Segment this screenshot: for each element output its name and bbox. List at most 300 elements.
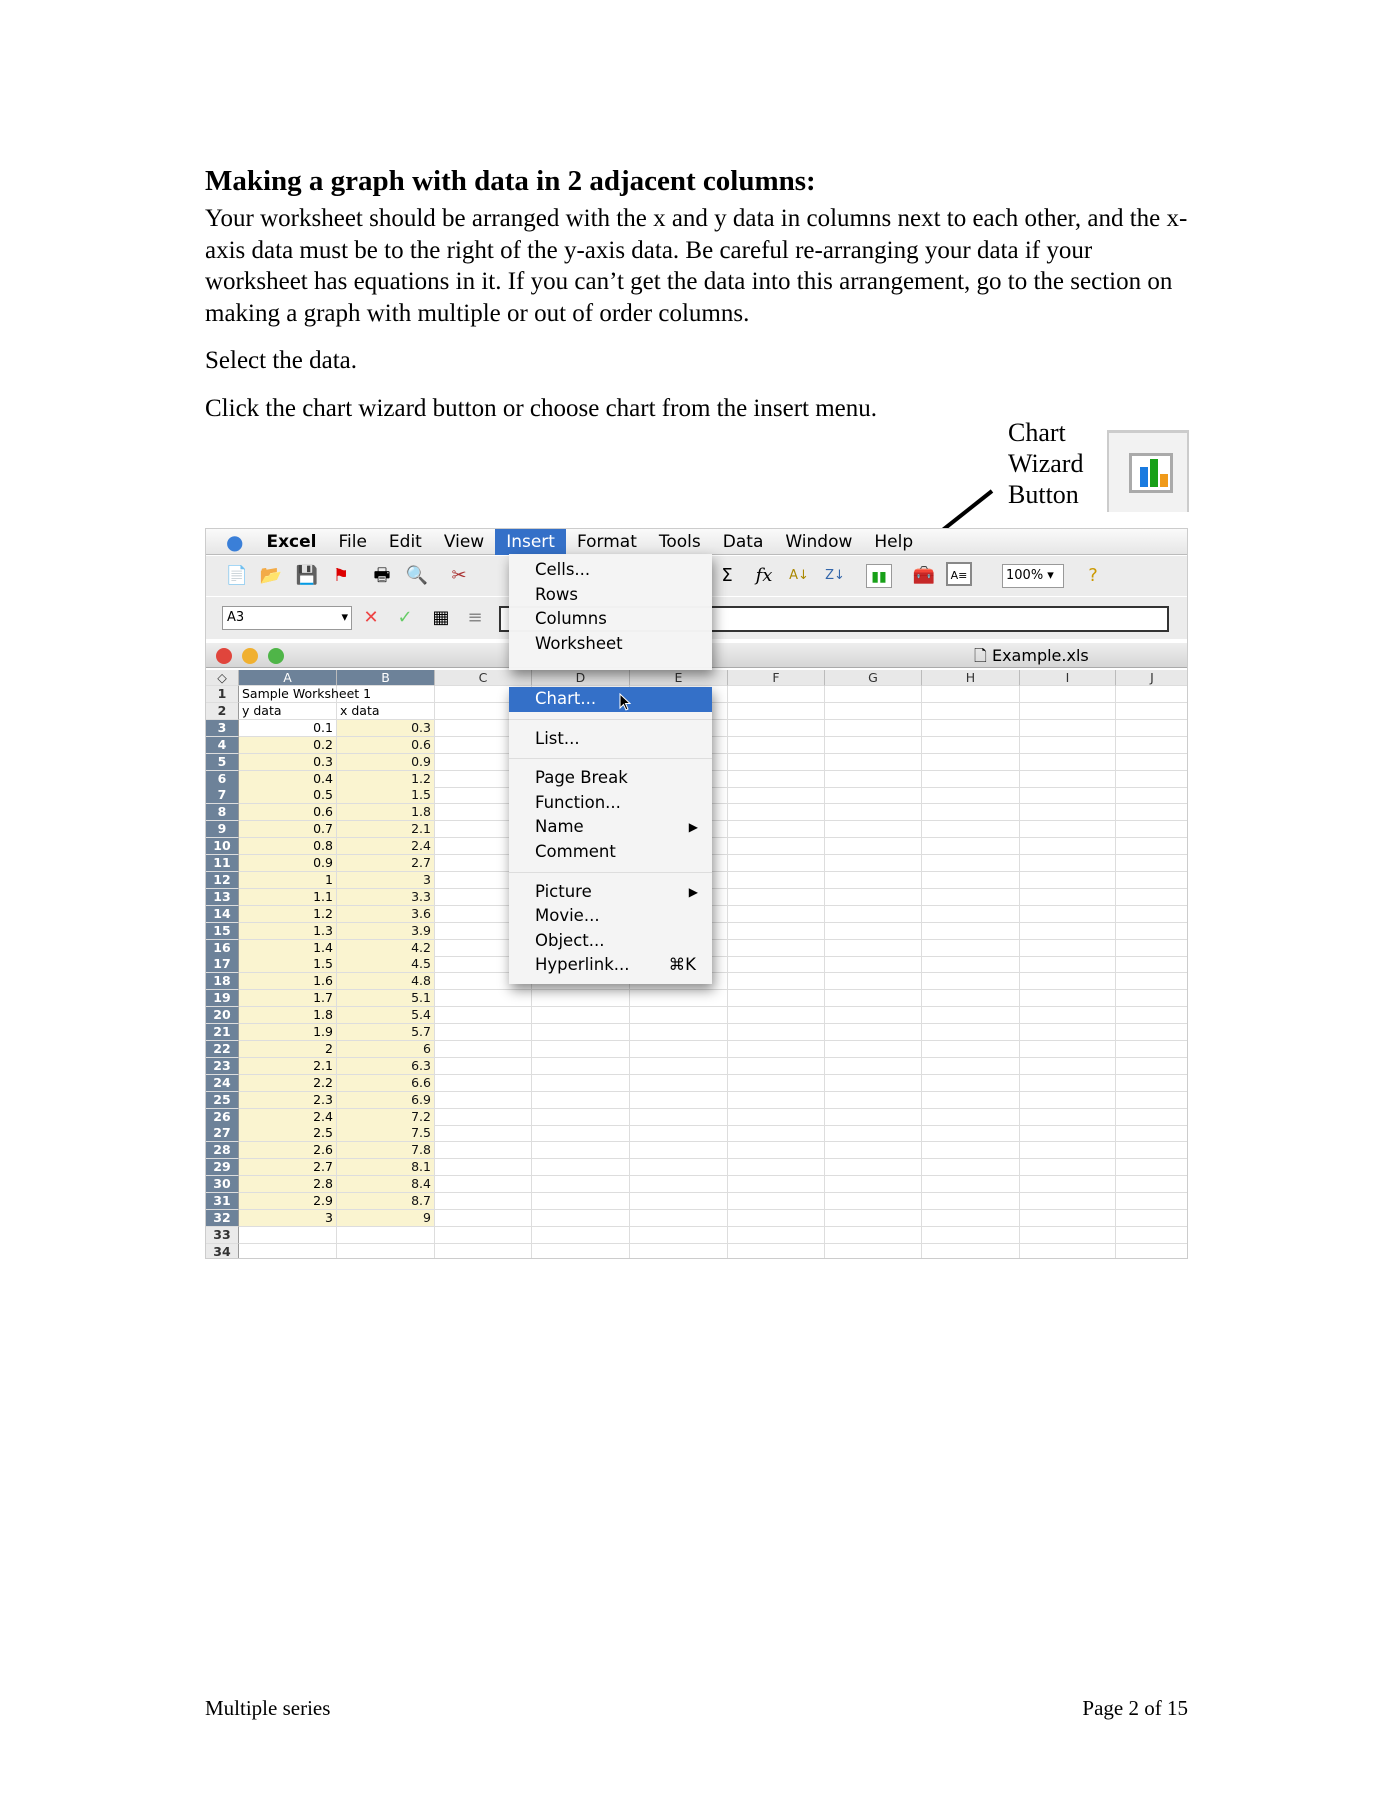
cell-b28[interactable]: 7.8 [337, 1142, 435, 1159]
cell-b32[interactable]: 9 [337, 1210, 435, 1227]
row-header[interactable]: 16 [206, 940, 239, 957]
row-header[interactable]: 7 [206, 787, 239, 804]
cell-c34[interactable] [435, 1244, 532, 1259]
cell-f29[interactable] [728, 1159, 825, 1176]
cell-g31[interactable] [825, 1193, 922, 1210]
cell-c27[interactable] [435, 1125, 532, 1142]
menu-item-movie[interactable] [509, 904, 712, 929]
cell-b16[interactable]: 4.2 [337, 940, 435, 957]
row-header[interactable]: 2 [206, 703, 239, 720]
row-header[interactable]: 33 [206, 1227, 239, 1244]
cell-i14[interactable] [1020, 906, 1116, 923]
menu-item-chart[interactable] [509, 687, 712, 712]
cell-e19[interactable] [630, 990, 728, 1007]
cell-e33[interactable] [630, 1227, 728, 1244]
cell-i16[interactable] [1020, 940, 1116, 957]
cell-f4[interactable] [728, 737, 825, 754]
cell-j3[interactable] [1116, 720, 1188, 737]
cell-a4[interactable]: 0.2 [239, 737, 337, 754]
cell-e28[interactable] [630, 1142, 728, 1159]
cell-a29[interactable]: 2.7 [239, 1159, 337, 1176]
chart-wizard-icon[interactable]: ▮▮ [866, 564, 892, 588]
cell-e22[interactable] [630, 1041, 728, 1058]
menu-window[interactable]: Window [785, 531, 853, 552]
row-header[interactable]: 1 [206, 686, 239, 703]
cell-g23[interactable] [825, 1058, 922, 1075]
cell-j9[interactable] [1116, 821, 1188, 838]
cell-c32[interactable] [435, 1210, 532, 1227]
cell-i8[interactable] [1020, 804, 1116, 821]
cell-b24[interactable]: 6.6 [337, 1075, 435, 1092]
cell-e34[interactable] [630, 1244, 728, 1259]
cell-a17[interactable]: 1.5 [239, 956, 337, 973]
cell-i17[interactable] [1020, 956, 1116, 973]
column-header-j[interactable]: J [1116, 670, 1188, 686]
cell-f2[interactable] [728, 703, 825, 720]
cell-h3[interactable] [922, 720, 1020, 737]
cell-a30[interactable]: 2.8 [239, 1176, 337, 1193]
row-header[interactable]: 20 [206, 1007, 239, 1024]
cell-j17[interactable] [1116, 956, 1188, 973]
cell-d28[interactable] [532, 1142, 630, 1159]
cell-e21[interactable] [630, 1024, 728, 1041]
cell-a18[interactable]: 1.6 [239, 973, 337, 990]
cell-b11[interactable]: 2.7 [337, 855, 435, 872]
cell-j19[interactable] [1116, 990, 1188, 1007]
cell-i20[interactable] [1020, 1007, 1116, 1024]
cell-b33[interactable] [337, 1227, 435, 1244]
cell-h19[interactable] [922, 990, 1020, 1007]
cell-a20[interactable]: 1.8 [239, 1007, 337, 1024]
zoom-select[interactable]: 100% ▾ [1002, 564, 1064, 588]
menu-item-columns[interactable] [509, 607, 712, 632]
cell-f27[interactable] [728, 1125, 825, 1142]
cell-g20[interactable] [825, 1007, 922, 1024]
cell-a22[interactable]: 2 [239, 1041, 337, 1058]
cell-g29[interactable] [825, 1159, 922, 1176]
cell-i1[interactable] [1020, 686, 1116, 703]
cell-i2[interactable] [1020, 703, 1116, 720]
row-header[interactable]: 8 [206, 804, 239, 821]
cell-b18[interactable]: 4.8 [337, 973, 435, 990]
cell-g19[interactable] [825, 990, 922, 1007]
column-header-c[interactable]: C [435, 670, 532, 686]
cell-a8[interactable]: 0.6 [239, 804, 337, 821]
cell-e32[interactable] [630, 1210, 728, 1227]
cell-i22[interactable] [1020, 1041, 1116, 1058]
cell-h34[interactable] [922, 1244, 1020, 1259]
cell-i4[interactable] [1020, 737, 1116, 754]
cell-g30[interactable] [825, 1176, 922, 1193]
cell-a24[interactable]: 2.2 [239, 1075, 337, 1092]
cell-b15[interactable]: 3.9 [337, 923, 435, 940]
row-header[interactable]: 21 [206, 1024, 239, 1041]
cell-e26[interactable] [630, 1109, 728, 1126]
cell-b14[interactable]: 3.6 [337, 906, 435, 923]
cell-h25[interactable] [922, 1092, 1020, 1109]
cell-a16[interactable]: 1.4 [239, 940, 337, 957]
row-header[interactable]: 32 [206, 1210, 239, 1227]
cell-f13[interactable] [728, 889, 825, 906]
cell-h28[interactable] [922, 1142, 1020, 1159]
cell-j5[interactable] [1116, 754, 1188, 771]
cell-g9[interactable] [825, 821, 922, 838]
zoom-icon[interactable] [268, 648, 284, 664]
print-icon[interactable]: 🖶 [373, 565, 391, 586]
cell-h2[interactable] [922, 703, 1020, 720]
name-box[interactable]: A3 ▾ [222, 606, 352, 630]
cell-f31[interactable] [728, 1193, 825, 1210]
row-header[interactable]: 29 [206, 1159, 239, 1176]
cell-f26[interactable] [728, 1109, 825, 1126]
cell-e27[interactable] [630, 1125, 728, 1142]
cell-i33[interactable] [1020, 1227, 1116, 1244]
cell-i13[interactable] [1020, 889, 1116, 906]
cell-i23[interactable] [1020, 1058, 1116, 1075]
cell-g12[interactable] [825, 872, 922, 889]
menu-item-worksheet[interactable] [509, 632, 712, 657]
cell-a15[interactable]: 1.3 [239, 923, 337, 940]
row-header[interactable]: 25 [206, 1092, 239, 1109]
autosum-icon[interactable]: Σ [721, 565, 733, 586]
cell-d31[interactable] [532, 1193, 630, 1210]
cell-h32[interactable] [922, 1210, 1020, 1227]
cell-h13[interactable] [922, 889, 1020, 906]
cell-i28[interactable] [1020, 1142, 1116, 1159]
menu-format[interactable]: Format [576, 531, 637, 552]
cell-b19[interactable]: 5.1 [337, 990, 435, 1007]
cell-j23[interactable] [1116, 1058, 1188, 1075]
cell-f10[interactable] [728, 838, 825, 855]
row-header[interactable]: 34 [206, 1244, 239, 1259]
cell-d32[interactable] [532, 1210, 630, 1227]
cell-e25[interactable] [630, 1092, 728, 1109]
menu-item-object[interactable] [509, 929, 712, 954]
menu-item-picture[interactable] [509, 880, 712, 905]
row-header[interactable]: 23 [206, 1058, 239, 1075]
menu-item-hyperlink[interactable] [509, 953, 712, 978]
cell-f28[interactable] [728, 1142, 825, 1159]
cell-c24[interactable] [435, 1075, 532, 1092]
cell-a9[interactable]: 0.7 [239, 821, 337, 838]
cell-h7[interactable] [922, 787, 1020, 804]
cell-b34[interactable] [337, 1244, 435, 1259]
cell-f8[interactable] [728, 804, 825, 821]
cell-e30[interactable] [630, 1176, 728, 1193]
cell-h33[interactable] [922, 1227, 1020, 1244]
cell-d20[interactable] [532, 1007, 630, 1024]
cell-j34[interactable] [1116, 1244, 1188, 1259]
cell-a31[interactable]: 2.9 [239, 1193, 337, 1210]
cell-c19[interactable] [435, 990, 532, 1007]
cell-d33[interactable] [532, 1227, 630, 1244]
cell-b30[interactable]: 8.4 [337, 1176, 435, 1193]
cell-d23[interactable] [532, 1058, 630, 1075]
cell-i11[interactable] [1020, 855, 1116, 872]
cell-j11[interactable] [1116, 855, 1188, 872]
cell-j32[interactable] [1116, 1210, 1188, 1227]
cell-g33[interactable] [825, 1227, 922, 1244]
apple-icon[interactable]: ● [226, 529, 244, 554]
cell-b17[interactable]: 4.5 [337, 956, 435, 973]
cell-f23[interactable] [728, 1058, 825, 1075]
cell-f9[interactable] [728, 821, 825, 838]
cell-a28[interactable]: 2.6 [239, 1142, 337, 1159]
menu-excel[interactable]: Excel [266, 531, 317, 552]
cell-d25[interactable] [532, 1092, 630, 1109]
cell-b12[interactable]: 3 [337, 872, 435, 889]
cell-f3[interactable] [728, 720, 825, 737]
cell-g32[interactable] [825, 1210, 922, 1227]
cell-g11[interactable] [825, 855, 922, 872]
row-header[interactable]: 4 [206, 737, 239, 754]
cell-f5[interactable] [728, 754, 825, 771]
column-header-f[interactable]: F [728, 670, 825, 686]
cell-f34[interactable] [728, 1244, 825, 1259]
cell-g2[interactable] [825, 703, 922, 720]
cell-a33[interactable] [239, 1227, 337, 1244]
cell-h30[interactable] [922, 1176, 1020, 1193]
cell-c20[interactable] [435, 1007, 532, 1024]
cell-a19[interactable]: 1.7 [239, 990, 337, 1007]
row-header[interactable]: 19 [206, 990, 239, 1007]
cell-g26[interactable] [825, 1109, 922, 1126]
column-header-g[interactable]: G [825, 670, 922, 686]
cell-a11[interactable]: 0.9 [239, 855, 337, 872]
cell-f19[interactable] [728, 990, 825, 1007]
cell-f24[interactable] [728, 1075, 825, 1092]
text-box-icon[interactable]: A≡ [946, 562, 972, 586]
cell-b3[interactable]: 0.3 [337, 720, 435, 737]
cell-i27[interactable] [1020, 1125, 1116, 1142]
cell-a32[interactable]: 3 [239, 1210, 337, 1227]
cell-j10[interactable] [1116, 838, 1188, 855]
row-header[interactable]: 11 [206, 855, 239, 872]
cell-f14[interactable] [728, 906, 825, 923]
print-preview-icon[interactable]: 🔍 [405, 565, 429, 586]
cell-f16[interactable] [728, 940, 825, 957]
cell-a12[interactable]: 1 [239, 872, 337, 889]
cell-g15[interactable] [825, 923, 922, 940]
cell-h14[interactable] [922, 906, 1020, 923]
cell-e20[interactable] [630, 1007, 728, 1024]
cut-icon[interactable]: ✂ [451, 565, 467, 586]
row-header[interactable]: 28 [206, 1142, 239, 1159]
menu-data[interactable]: Data [722, 531, 764, 552]
cell-i6[interactable] [1020, 771, 1116, 788]
cell-d22[interactable] [532, 1041, 630, 1058]
cell-a3[interactable]: 0.1 [239, 720, 337, 737]
menu-item-rows[interactable] [509, 583, 712, 608]
row-header[interactable]: 17 [206, 956, 239, 973]
cell-a2[interactable]: y data [239, 703, 337, 720]
cell-f12[interactable] [728, 872, 825, 889]
cell-h18[interactable] [922, 973, 1020, 990]
cell-g22[interactable] [825, 1041, 922, 1058]
cell-j13[interactable] [1116, 889, 1188, 906]
menu-insert[interactable]: Insert [495, 529, 566, 555]
flag-icon[interactable]: ⚑ [332, 565, 350, 586]
cell-g14[interactable] [825, 906, 922, 923]
cell-h10[interactable] [922, 838, 1020, 855]
cell-c21[interactable] [435, 1024, 532, 1041]
cell-i19[interactable] [1020, 990, 1116, 1007]
cancel-icon[interactable]: ✕ [363, 607, 379, 628]
help-icon[interactable]: ? [1088, 565, 1098, 586]
cell-b6[interactable]: 1.2 [337, 771, 435, 788]
cell-g25[interactable] [825, 1092, 922, 1109]
sort-ascending-icon[interactable]: A↓ [789, 568, 809, 583]
menu-edit[interactable]: Edit [388, 531, 422, 552]
cell-g7[interactable] [825, 787, 922, 804]
cell-c33[interactable] [435, 1227, 532, 1244]
cell-i18[interactable] [1020, 973, 1116, 990]
cell-j21[interactable] [1116, 1024, 1188, 1041]
cell-g34[interactable] [825, 1244, 922, 1259]
menu-file[interactable]: File [338, 531, 367, 552]
cell-j4[interactable] [1116, 737, 1188, 754]
cell-h6[interactable] [922, 771, 1020, 788]
cell-j7[interactable] [1116, 787, 1188, 804]
cell-i31[interactable] [1020, 1193, 1116, 1210]
row-header[interactable]: 27 [206, 1125, 239, 1142]
cell-e24[interactable] [630, 1075, 728, 1092]
column-header-h[interactable]: H [922, 670, 1020, 686]
cell-h9[interactable] [922, 821, 1020, 838]
cell-b20[interactable]: 5.4 [337, 1007, 435, 1024]
cell-c26[interactable] [435, 1109, 532, 1126]
new-icon[interactable]: 📄 [225, 565, 249, 586]
cell-a27[interactable]: 2.5 [239, 1125, 337, 1142]
cell-a6[interactable]: 0.4 [239, 771, 337, 788]
row-header[interactable]: 10 [206, 838, 239, 855]
row-header[interactable]: 15 [206, 923, 239, 940]
row-header[interactable]: 22 [206, 1041, 239, 1058]
function-icon[interactable]: fx [755, 565, 773, 586]
cell-i26[interactable] [1020, 1109, 1116, 1126]
cell-a10[interactable]: 0.8 [239, 838, 337, 855]
cell-a7[interactable]: 0.5 [239, 787, 337, 804]
cell-j27[interactable] [1116, 1125, 1188, 1142]
cell-b1[interactable] [337, 686, 435, 703]
cell-f1[interactable] [728, 686, 825, 703]
cell-h23[interactable] [922, 1058, 1020, 1075]
cell-j33[interactable] [1116, 1227, 1188, 1244]
cell-c31[interactable] [435, 1193, 532, 1210]
row-header[interactable]: 3 [206, 720, 239, 737]
cell-i21[interactable] [1020, 1024, 1116, 1041]
cell-a13[interactable]: 1.1 [239, 889, 337, 906]
menu-help[interactable]: Help [874, 531, 914, 552]
cell-j6[interactable] [1116, 771, 1188, 788]
cell-j14[interactable] [1116, 906, 1188, 923]
cell-b22[interactable]: 6 [337, 1041, 435, 1058]
cell-b31[interactable]: 8.7 [337, 1193, 435, 1210]
cell-g18[interactable] [825, 973, 922, 990]
row-header[interactable]: 12 [206, 872, 239, 889]
cell-c30[interactable] [435, 1176, 532, 1193]
cell-f7[interactable] [728, 787, 825, 804]
cell-j1[interactable] [1116, 686, 1188, 703]
cell-j26[interactable] [1116, 1109, 1188, 1126]
cell-h1[interactable] [922, 686, 1020, 703]
cell-c23[interactable] [435, 1058, 532, 1075]
cell-j8[interactable] [1116, 804, 1188, 821]
cell-i25[interactable] [1020, 1092, 1116, 1109]
cell-g3[interactable] [825, 720, 922, 737]
cell-h17[interactable] [922, 956, 1020, 973]
menu-item-comment[interactable] [509, 840, 712, 865]
row-header[interactable]: 24 [206, 1075, 239, 1092]
cell-j29[interactable] [1116, 1159, 1188, 1176]
cell-j2[interactable] [1116, 703, 1188, 720]
cell-f21[interactable] [728, 1024, 825, 1041]
cell-h26[interactable] [922, 1109, 1020, 1126]
cell-f11[interactable] [728, 855, 825, 872]
cell-j28[interactable] [1116, 1142, 1188, 1159]
cell-j15[interactable] [1116, 923, 1188, 940]
cell-h5[interactable] [922, 754, 1020, 771]
cell-a26[interactable]: 2.4 [239, 1109, 337, 1126]
enter-icon[interactable]: ✓ [397, 607, 413, 628]
cell-i34[interactable] [1020, 1244, 1116, 1259]
cell-b9[interactable]: 2.1 [337, 821, 435, 838]
cell-b13[interactable]: 3.3 [337, 889, 435, 906]
select-all-button[interactable]: ◇ [206, 670, 239, 686]
cell-h24[interactable] [922, 1075, 1020, 1092]
cell-i12[interactable] [1020, 872, 1116, 889]
cell-g1[interactable] [825, 686, 922, 703]
column-header-d[interactable]: D [532, 670, 630, 686]
menu-tools[interactable]: Tools [658, 531, 701, 552]
cell-j16[interactable] [1116, 940, 1188, 957]
cell-c29[interactable] [435, 1159, 532, 1176]
cell-g21[interactable] [825, 1024, 922, 1041]
cell-a34[interactable] [239, 1244, 337, 1259]
cell-d29[interactable] [532, 1159, 630, 1176]
cell-d26[interactable] [532, 1109, 630, 1126]
equals-icon[interactable]: ≡ [467, 607, 483, 628]
cell-f22[interactable] [728, 1041, 825, 1058]
cell-i3[interactable] [1020, 720, 1116, 737]
cell-i9[interactable] [1020, 821, 1116, 838]
cell-h20[interactable] [922, 1007, 1020, 1024]
cell-h4[interactable] [922, 737, 1020, 754]
cell-g5[interactable] [825, 754, 922, 771]
cell-h21[interactable] [922, 1024, 1020, 1041]
cell-g10[interactable] [825, 838, 922, 855]
cell-b27[interactable]: 7.5 [337, 1125, 435, 1142]
cell-g16[interactable] [825, 940, 922, 957]
cell-b8[interactable]: 1.8 [337, 804, 435, 821]
cell-h16[interactable] [922, 940, 1020, 957]
cell-b7[interactable]: 1.5 [337, 787, 435, 804]
cell-b10[interactable]: 2.4 [337, 838, 435, 855]
cell-i30[interactable] [1020, 1176, 1116, 1193]
cell-g24[interactable] [825, 1075, 922, 1092]
cell-b21[interactable]: 5.7 [337, 1024, 435, 1041]
cell-f15[interactable] [728, 923, 825, 940]
menu-item-function[interactable] [509, 791, 712, 816]
cell-g8[interactable] [825, 804, 922, 821]
menu-item-cells[interactable] [509, 558, 712, 583]
cell-j18[interactable] [1116, 973, 1188, 990]
cell-i5[interactable] [1020, 754, 1116, 771]
column-header-b[interactable]: B [337, 670, 435, 686]
cell-f6[interactable] [728, 771, 825, 788]
cell-f18[interactable] [728, 973, 825, 990]
minimize-icon[interactable] [242, 648, 258, 664]
